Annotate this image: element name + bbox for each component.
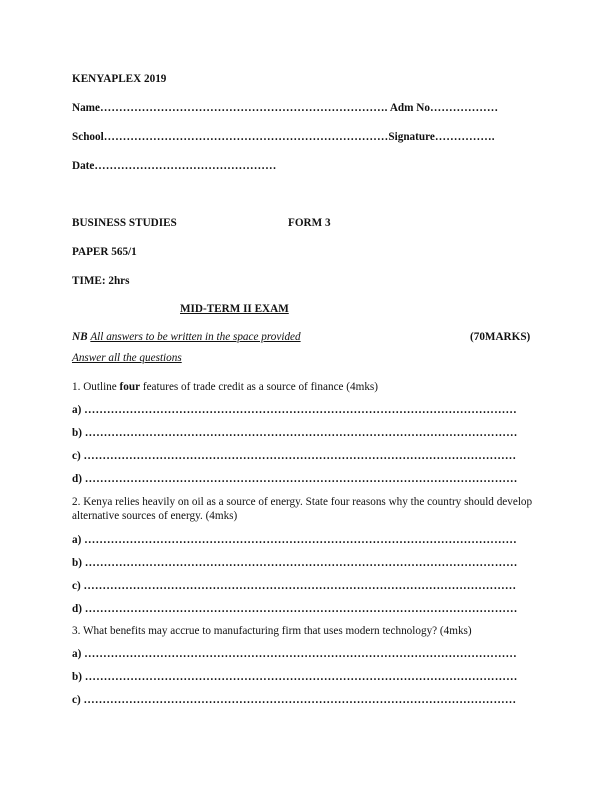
nb-label: NB (72, 331, 88, 343)
form-level: FORM 3 (288, 217, 331, 229)
question-3: 3. What benefits may accrue to manufacturing firm that uses modern technology? (4mks) (72, 625, 472, 637)
answer-line[interactable]: a) …………………………………………………………………………………………………… (72, 404, 517, 416)
answer-line[interactable]: b) …………………………………………………………………………………………………… (72, 427, 518, 439)
subject: BUSINESS STUDIES (72, 217, 177, 229)
document-title: KENYAPLEX 2019 (72, 73, 167, 85)
date-field[interactable] (72, 160, 277, 172)
answer-line[interactable]: c) …………………………………………………………………………………………………… (72, 694, 517, 706)
school-label: School (72, 131, 104, 143)
answer-line[interactable]: c) …………………………………………………………………………………………………… (72, 450, 517, 462)
question-2: 2. Kenya relies heavily on oil as a source of energy. State four reasons why the country should develop alternative sources of energy. (4mks) (72, 496, 533, 522)
nb-text: All answers to be written in the space provided (90, 331, 301, 343)
name-blank[interactable]: …………………………………………………………………. (99, 102, 388, 114)
answer-line[interactable]: b) …………………………………………………………………………………………………… (72, 671, 518, 683)
name-field[interactable] (72, 102, 498, 114)
name-label: Name (72, 102, 100, 114)
answer-line[interactable]: a) …………………………………………………………………………………………………… (72, 534, 517, 546)
answer-line[interactable]: a) …………………………………………………………………………………………………… (72, 648, 517, 660)
answer-line[interactable]: c) …………………………………………………………………………………………………… (72, 580, 517, 592)
adm-label: Adm No (387, 102, 430, 114)
exam-heading: MID-TERM II EXAM (180, 303, 289, 315)
date-label: Date (72, 160, 95, 172)
answer-line[interactable]: b) …………………………………………………………………………………………………… (72, 557, 518, 569)
exam-time: TIME: 2hrs (72, 275, 130, 287)
date-blank[interactable]: ………………………………………… (94, 160, 277, 172)
question-1: 1. Outline four features of trade credit as a source of finance (4mks) (72, 381, 378, 393)
school-blank[interactable]: ………………………………………………………………… (103, 131, 389, 143)
answer-line[interactable]: d) …………………………………………………………………………………………………… (72, 473, 518, 485)
total-marks: (70MARKS) (470, 331, 531, 343)
instruction: Answer all the questions (72, 352, 182, 364)
adm-blank[interactable]: ……………… (429, 102, 499, 114)
answer-line[interactable]: d) …………………………………………………………………………………………………… (72, 603, 518, 615)
signature-label: Signature (388, 131, 435, 143)
nb-note (72, 331, 301, 343)
school-field[interactable] (72, 131, 495, 143)
paper-code: PAPER 565/1 (72, 246, 137, 258)
signature-blank[interactable]: ……………. (434, 131, 495, 143)
